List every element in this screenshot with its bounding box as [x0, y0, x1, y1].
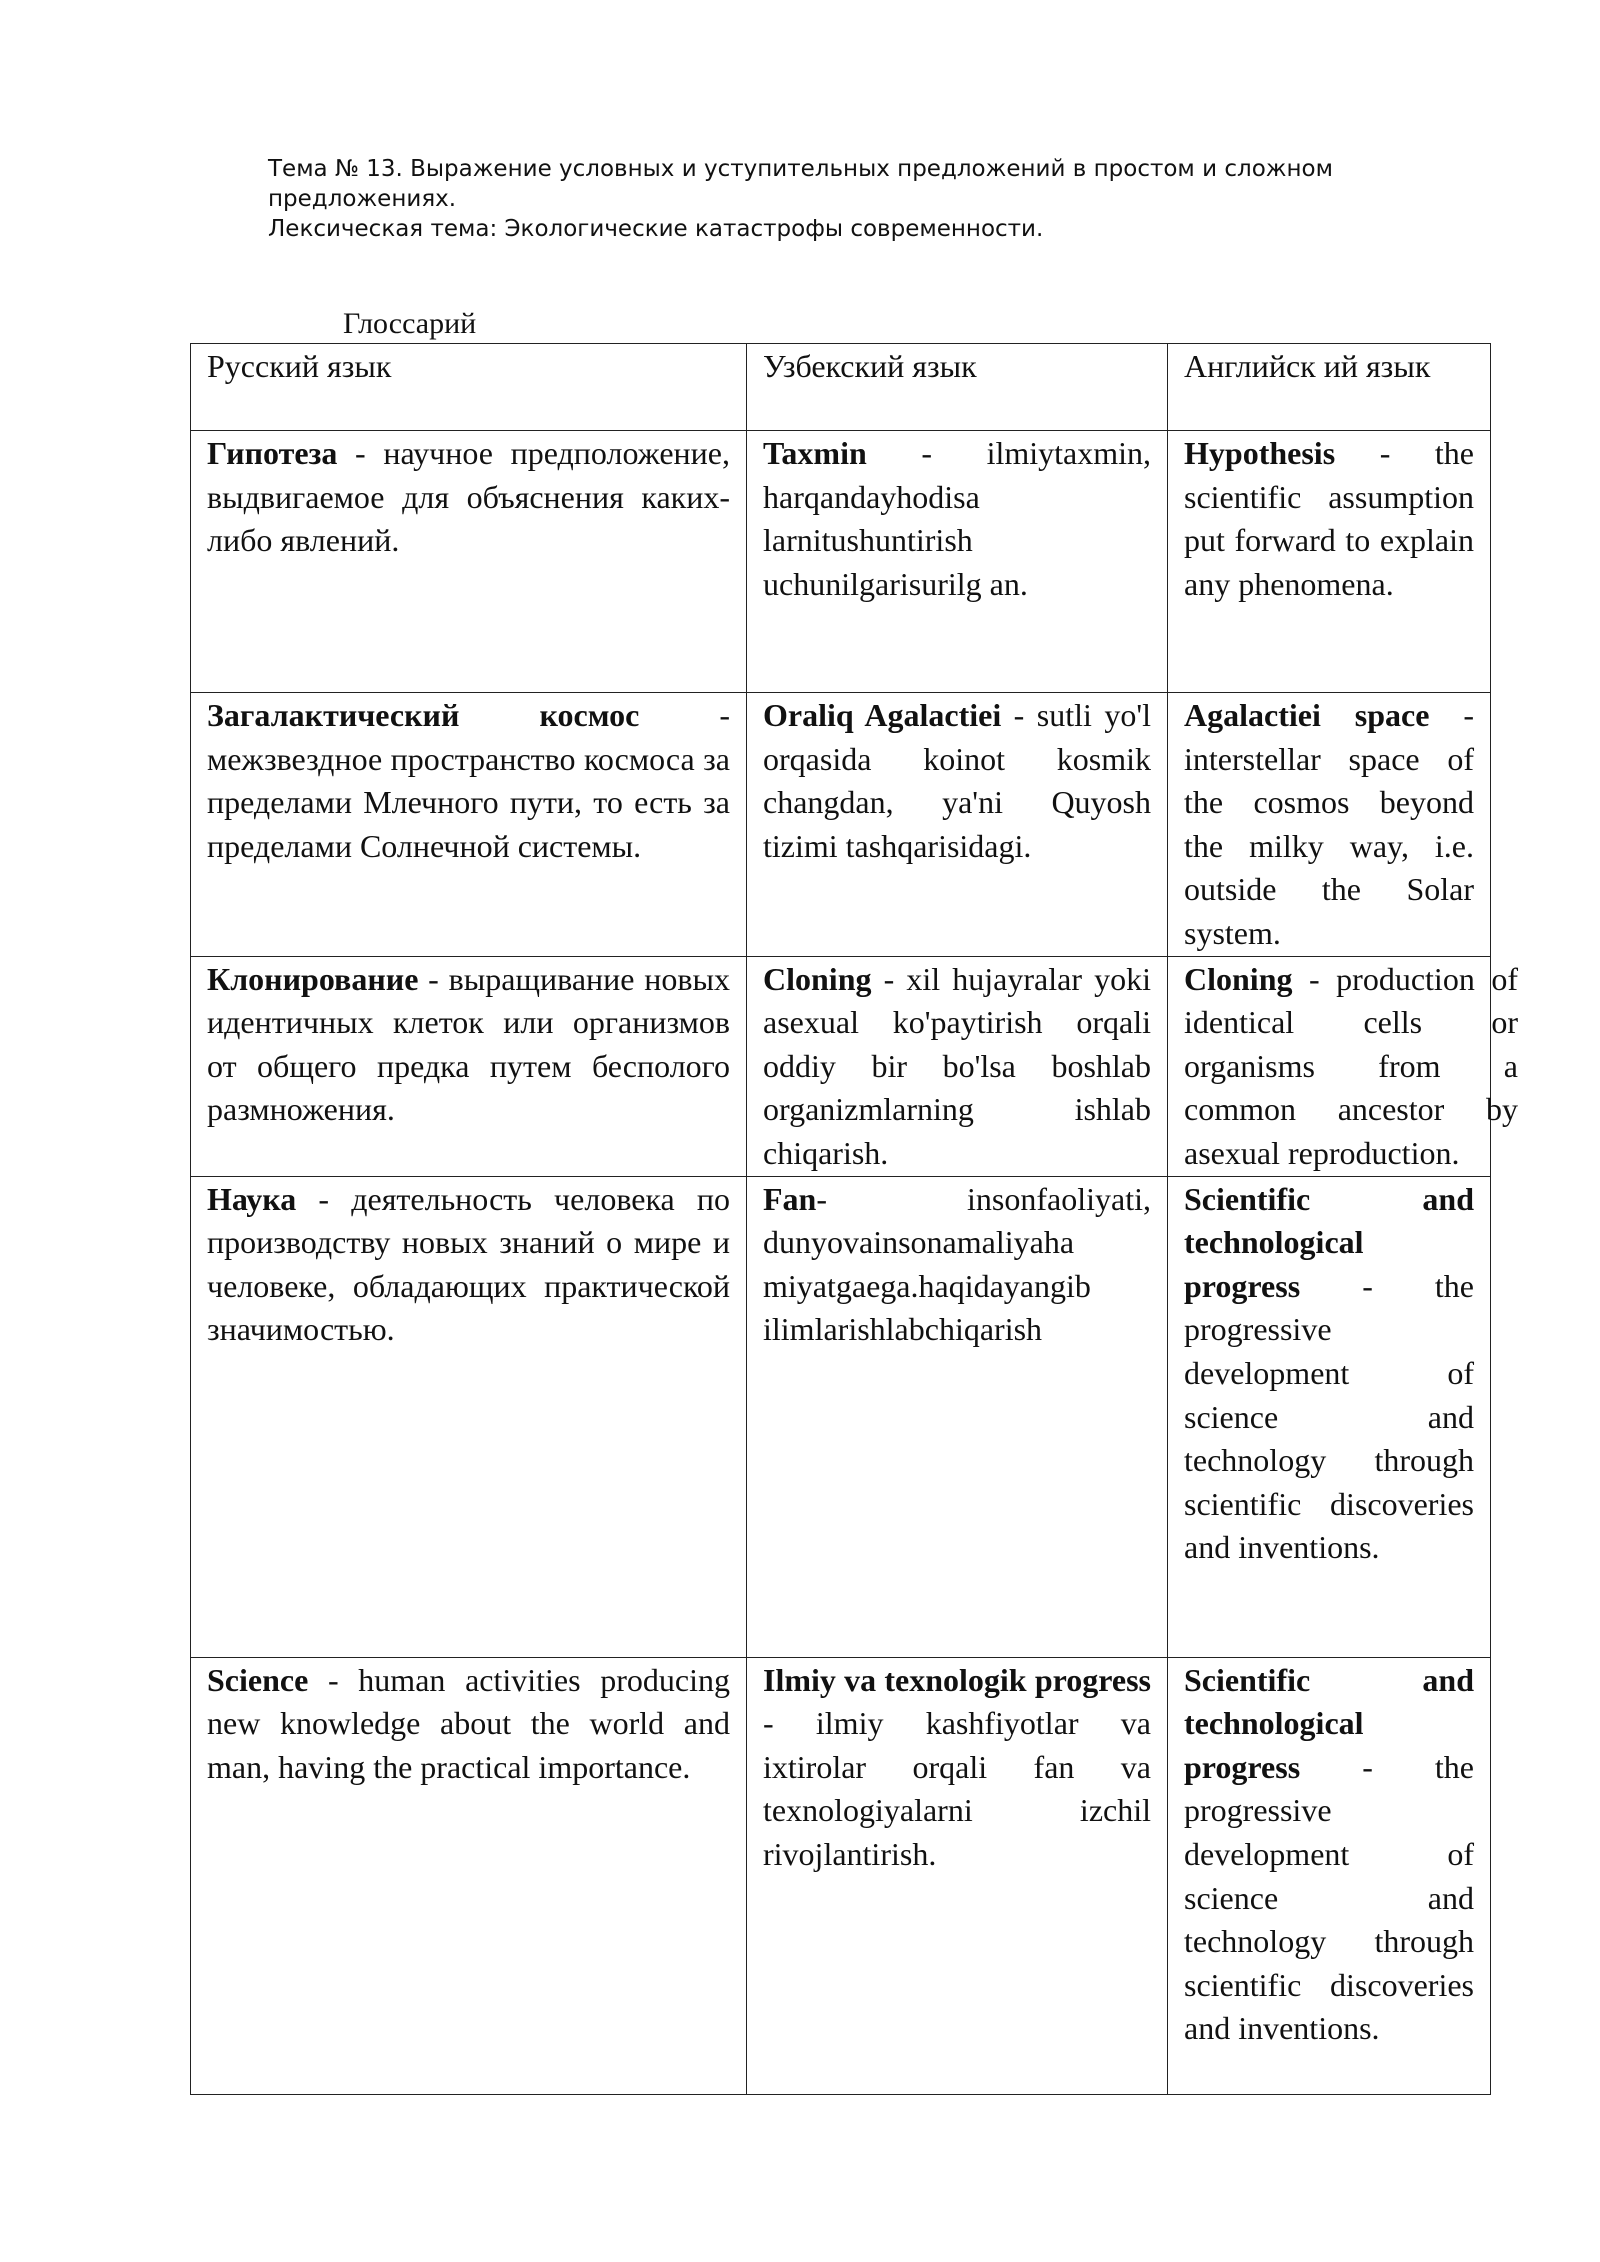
cell-english: [1168, 1657, 1491, 2094]
cell-russian: [191, 1176, 747, 1657]
definition: - ilmiytaxmin, harqandayhodisa larnitushuntirish uchunilgarisurilg an.: [763, 435, 1151, 602]
term: Scientific and technological progress: [1184, 1661, 1474, 1785]
column-header-english: Английск ий язык: [1168, 344, 1491, 431]
term: Science: [207, 1661, 309, 1698]
definition: - деятельность человека по производству новых знаний о мире и человеке, обладающих практической значимостью.: [207, 1180, 730, 1348]
definition: - xil hujayralar yoki asexual ko'paytirish orqali oddiy bir bo'lsa boshlab organizmlarning ishlab chiqarish.: [763, 960, 1151, 1171]
cell-english: [1168, 693, 1491, 957]
cell-russian: [191, 1657, 747, 2094]
term: Agalactiei space: [1184, 697, 1430, 733]
document-header: [268, 154, 1408, 244]
definition: - sutli yo'l orqasida koinot kosmik changdan, ya'ni Quyosh tizimi tashqarisidagi.: [763, 697, 1151, 864]
table-row: [191, 1657, 1491, 2094]
term: Наука: [207, 1180, 297, 1217]
definition: - выращивание новых идентичных клеток или организмов от общего предка путем бесполого размножения.: [207, 960, 730, 1128]
term: Ilmiy va texnologik progress: [763, 1661, 1151, 1698]
table-row: [191, 1176, 1491, 1657]
term: Scientific and technological progress: [1184, 1180, 1474, 1304]
cell-uzbek: [747, 1176, 1168, 1657]
definition: - ilmiy kashfiyotlar va ixtirolar orqali fan va texnologiyalarni izchil rivojlantirish.: [763, 1705, 1151, 1872]
cell-english: [1168, 956, 1518, 1176]
definition: - human activities producing new knowledge about the world and man, having the practical importance.: [207, 1661, 730, 1785]
table-row: [191, 693, 1491, 957]
term: Hypothesis: [1184, 435, 1336, 471]
cell-russian: [191, 956, 747, 1176]
definition: - interstellar space of the cosmos beyond the milky way, i.e. outside the Solar system.: [1184, 697, 1474, 951]
lexical-topic: Лексическая тема: Экологические катастрофы современности.: [268, 216, 1044, 242]
cell-uzbek: [747, 693, 1168, 957]
term: Taxmin: [763, 435, 867, 471]
definition: - production of identical cells or organisms from a common ancestor by asexual reproduction.: [1184, 960, 1518, 1171]
table-row: [191, 956, 1491, 1176]
definition: - межзвездное пространство космоса за пределами Млечного пути, то есть за пределами Солнечной системы.: [207, 697, 731, 864]
table-header-row: [191, 344, 1491, 431]
cell-uzbek: [747, 431, 1168, 693]
cell-uzbek: [747, 1657, 1168, 2094]
term: Fan: [763, 1180, 817, 1217]
term: Клонирование: [207, 960, 419, 997]
definition: - the scientific assumption put forward to explain any phenomena.: [1184, 435, 1474, 602]
table-row: [191, 431, 1491, 693]
term: Гипотеза: [207, 435, 338, 471]
glossary-table: [190, 343, 1518, 2095]
term: Cloning: [763, 960, 872, 997]
column-header-russian: Русский язык: [191, 344, 747, 431]
term: Загалактический космос: [207, 697, 640, 733]
definition: - научное предположение, выдвигаемое для объяснения каких-либо явлений.: [207, 435, 730, 559]
cell-uzbek: [747, 956, 1168, 1176]
cell-russian: [191, 693, 747, 957]
cell-russian: [191, 431, 747, 693]
cell-english: [1168, 1176, 1491, 1657]
definition: - the progressive development of science and technology through scientific discoveries and inventions.: [1184, 1748, 1474, 2047]
term: Cloning: [1184, 960, 1293, 997]
term: Oraliq Agalactiei: [763, 697, 1002, 733]
glossary-title: Глоссарий: [343, 307, 477, 340]
cell-english: [1168, 431, 1491, 693]
definition: - insonfaoliyati, dunyovainsonamaliyaha miyatgaega.haqidayangib ilimlarishlabchiqarish: [763, 1180, 1151, 1348]
topic-line-2: предложениях.: [268, 186, 457, 212]
topic-line-1: Тема № 13. Выражение условных и уступительных предложений в простом и сложном: [268, 156, 1333, 182]
column-header-uzbek: Узбекский язык: [747, 344, 1168, 431]
definition: - the progressive development of science and technology through scientific discoveries and inventions.: [1184, 1267, 1474, 1566]
